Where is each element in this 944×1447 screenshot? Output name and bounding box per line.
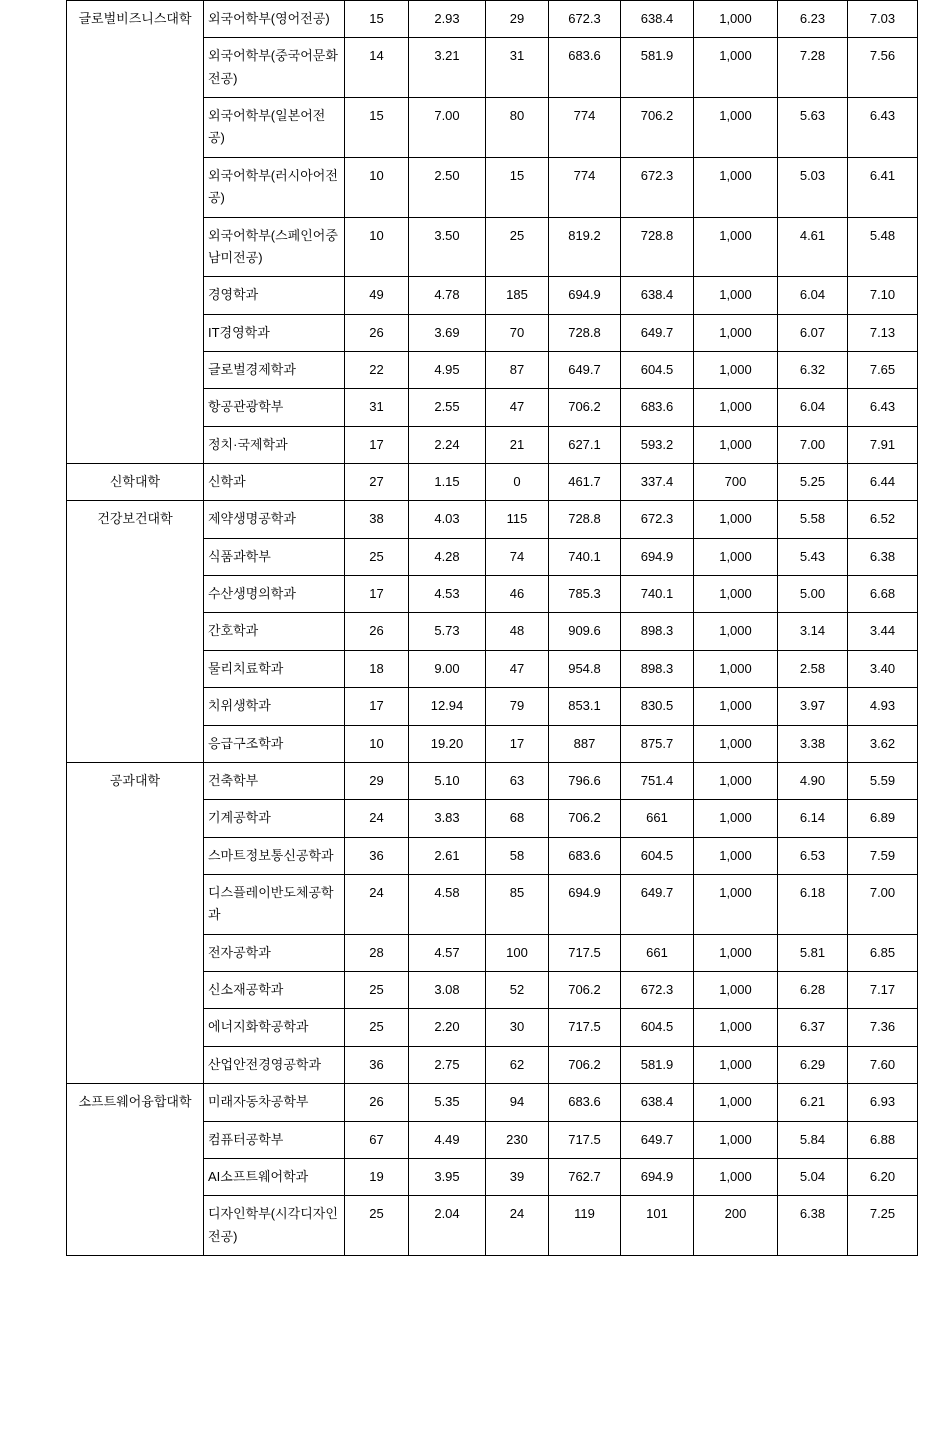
gavg-cell: 5.81 xyxy=(778,934,848,971)
max-cell: 785.3 xyxy=(549,576,621,613)
total-cell: 1,000 xyxy=(694,98,778,158)
college-name-cell: 소프트웨어융합대학 xyxy=(67,1084,204,1256)
gavg-cell: 6.37 xyxy=(778,1009,848,1046)
department-name-cell: 외국어학부(영어전공) xyxy=(204,1,345,38)
ratio-cell: 4.57 xyxy=(409,934,486,971)
regcount-cell: 115 xyxy=(486,501,549,538)
department-name-cell: 외국어학부(중국어문화전공) xyxy=(204,38,345,98)
ratio-cell: 4.95 xyxy=(409,351,486,388)
total-cell: 200 xyxy=(694,1196,778,1256)
ratio-cell: 2.75 xyxy=(409,1046,486,1083)
regcount-cell: 46 xyxy=(486,576,549,613)
college-name-cell: 건강보건대학 xyxy=(67,501,204,763)
department-name-cell: 산업안전경영공학과 xyxy=(204,1046,345,1083)
admissions-table-container xyxy=(66,0,917,1256)
g70-cell: 3.44 xyxy=(848,613,918,650)
gavg-cell: 3.14 xyxy=(778,613,848,650)
total-cell: 1,000 xyxy=(694,934,778,971)
max-cell: 461.7 xyxy=(549,464,621,501)
min-cell: 649.7 xyxy=(621,1121,694,1158)
regcount-cell: 70 xyxy=(486,314,549,351)
max-cell: 909.6 xyxy=(549,613,621,650)
total-cell: 1,000 xyxy=(694,426,778,463)
quota-cell: 25 xyxy=(345,538,409,575)
max-cell: 683.6 xyxy=(549,38,621,98)
regcount-cell: 48 xyxy=(486,613,549,650)
min-cell: 694.9 xyxy=(621,538,694,575)
max-cell: 819.2 xyxy=(549,217,621,277)
quota-cell: 10 xyxy=(345,217,409,277)
min-cell: 751.4 xyxy=(621,762,694,799)
max-cell: 774 xyxy=(549,98,621,158)
gavg-cell: 6.04 xyxy=(778,389,848,426)
total-cell: 1,000 xyxy=(694,157,778,217)
regcount-cell: 63 xyxy=(486,762,549,799)
min-cell: 740.1 xyxy=(621,576,694,613)
g70-cell: 7.36 xyxy=(848,1009,918,1046)
max-cell: 649.7 xyxy=(549,351,621,388)
ratio-cell: 4.58 xyxy=(409,874,486,934)
quota-cell: 22 xyxy=(345,351,409,388)
total-cell: 1,000 xyxy=(694,762,778,799)
ratio-cell: 2.55 xyxy=(409,389,486,426)
college-name-cell: 신학대학 xyxy=(67,464,204,501)
quota-cell: 24 xyxy=(345,800,409,837)
quota-cell: 26 xyxy=(345,613,409,650)
g70-cell: 7.13 xyxy=(848,314,918,351)
g70-cell: 6.68 xyxy=(848,576,918,613)
total-cell: 1,000 xyxy=(694,688,778,725)
quota-cell: 29 xyxy=(345,762,409,799)
quota-cell: 28 xyxy=(345,934,409,971)
min-cell: 337.4 xyxy=(621,464,694,501)
department-name-cell: 건축학부 xyxy=(204,762,345,799)
ratio-cell: 2.04 xyxy=(409,1196,486,1256)
quota-cell: 36 xyxy=(345,837,409,874)
quota-cell: 15 xyxy=(345,1,409,38)
total-cell: 1,000 xyxy=(694,501,778,538)
quota-cell: 31 xyxy=(345,389,409,426)
total-cell: 1,000 xyxy=(694,650,778,687)
g70-cell: 7.03 xyxy=(848,1,918,38)
min-cell: 604.5 xyxy=(621,351,694,388)
ratio-cell: 4.03 xyxy=(409,501,486,538)
gavg-cell: 6.32 xyxy=(778,351,848,388)
total-cell: 1,000 xyxy=(694,1,778,38)
gavg-cell: 5.84 xyxy=(778,1121,848,1158)
g70-cell: 6.41 xyxy=(848,157,918,217)
quota-cell: 25 xyxy=(345,972,409,1009)
gavg-cell: 3.38 xyxy=(778,725,848,762)
quota-cell: 17 xyxy=(345,688,409,725)
regcount-cell: 47 xyxy=(486,650,549,687)
min-cell: 581.9 xyxy=(621,38,694,98)
min-cell: 604.5 xyxy=(621,837,694,874)
quota-cell: 19 xyxy=(345,1158,409,1195)
admissions-table-body xyxy=(67,1,918,1256)
total-cell: 1,000 xyxy=(694,1158,778,1195)
min-cell: 706.2 xyxy=(621,98,694,158)
regcount-cell: 94 xyxy=(486,1084,549,1121)
max-cell: 762.7 xyxy=(549,1158,621,1195)
department-name-cell: 항공관광학부 xyxy=(204,389,345,426)
max-cell: 627.1 xyxy=(549,426,621,463)
max-cell: 683.6 xyxy=(549,837,621,874)
gavg-cell: 5.04 xyxy=(778,1158,848,1195)
gavg-cell: 2.58 xyxy=(778,650,848,687)
g70-cell: 6.93 xyxy=(848,1084,918,1121)
ratio-cell: 3.21 xyxy=(409,38,486,98)
department-name-cell: 미래자동차공학부 xyxy=(204,1084,345,1121)
gavg-cell: 3.97 xyxy=(778,688,848,725)
department-name-cell: 정치·국제학과 xyxy=(204,426,345,463)
max-cell: 717.5 xyxy=(549,1009,621,1046)
g70-cell: 6.43 xyxy=(848,389,918,426)
max-cell: 706.2 xyxy=(549,800,621,837)
ratio-cell: 3.95 xyxy=(409,1158,486,1195)
total-cell: 1,000 xyxy=(694,38,778,98)
g70-cell: 7.00 xyxy=(848,874,918,934)
total-cell: 1,000 xyxy=(694,1009,778,1046)
max-cell: 796.6 xyxy=(549,762,621,799)
min-cell: 661 xyxy=(621,934,694,971)
regcount-cell: 100 xyxy=(486,934,549,971)
total-cell: 1,000 xyxy=(694,217,778,277)
ratio-cell: 3.50 xyxy=(409,217,486,277)
regcount-cell: 25 xyxy=(486,217,549,277)
quota-cell: 10 xyxy=(345,725,409,762)
department-name-cell: 외국어학부(스페인어중남미전공) xyxy=(204,217,345,277)
quota-cell: 24 xyxy=(345,874,409,934)
regcount-cell: 31 xyxy=(486,38,549,98)
quota-cell: 15 xyxy=(345,98,409,158)
ratio-cell: 1.15 xyxy=(409,464,486,501)
max-cell: 717.5 xyxy=(549,1121,621,1158)
max-cell: 717.5 xyxy=(549,934,621,971)
quota-cell: 26 xyxy=(345,314,409,351)
gavg-cell: 7.00 xyxy=(778,426,848,463)
gavg-cell: 6.04 xyxy=(778,277,848,314)
department-name-cell: 글로벌경제학과 xyxy=(204,351,345,388)
quota-cell: 17 xyxy=(345,576,409,613)
min-cell: 898.3 xyxy=(621,650,694,687)
min-cell: 672.3 xyxy=(621,501,694,538)
max-cell: 887 xyxy=(549,725,621,762)
min-cell: 101 xyxy=(621,1196,694,1256)
college-name-cell: 공과대학 xyxy=(67,762,204,1083)
g70-cell: 3.40 xyxy=(848,650,918,687)
department-name-cell: 전자공학과 xyxy=(204,934,345,971)
min-cell: 898.3 xyxy=(621,613,694,650)
regcount-cell: 85 xyxy=(486,874,549,934)
department-name-cell: 에너지화학공학과 xyxy=(204,1009,345,1046)
quota-cell: 10 xyxy=(345,157,409,217)
department-name-cell: 물리치료학과 xyxy=(204,650,345,687)
min-cell: 683.6 xyxy=(621,389,694,426)
gavg-cell: 5.00 xyxy=(778,576,848,613)
min-cell: 672.3 xyxy=(621,972,694,1009)
ratio-cell: 2.20 xyxy=(409,1009,486,1046)
quota-cell: 17 xyxy=(345,426,409,463)
total-cell: 1,000 xyxy=(694,1084,778,1121)
max-cell: 728.8 xyxy=(549,314,621,351)
gavg-cell: 4.61 xyxy=(778,217,848,277)
department-name-cell: 외국어학부(러시아어전공) xyxy=(204,157,345,217)
table-row xyxy=(67,762,918,799)
ratio-cell: 2.93 xyxy=(409,1,486,38)
regcount-cell: 58 xyxy=(486,837,549,874)
ratio-cell: 4.28 xyxy=(409,538,486,575)
total-cell: 1,000 xyxy=(694,389,778,426)
total-cell: 1,000 xyxy=(694,800,778,837)
regcount-cell: 62 xyxy=(486,1046,549,1083)
g70-cell: 6.85 xyxy=(848,934,918,971)
department-name-cell: 수산생명의학과 xyxy=(204,576,345,613)
department-name-cell: AI소프트웨어학과 xyxy=(204,1158,345,1195)
max-cell: 706.2 xyxy=(549,972,621,1009)
department-name-cell: 기계공학과 xyxy=(204,800,345,837)
department-name-cell: 디스플레이반도체공학과 xyxy=(204,874,345,934)
total-cell: 1,000 xyxy=(694,874,778,934)
max-cell: 119 xyxy=(549,1196,621,1256)
min-cell: 649.7 xyxy=(621,874,694,934)
g70-cell: 7.10 xyxy=(848,277,918,314)
total-cell: 1,000 xyxy=(694,725,778,762)
gavg-cell: 6.28 xyxy=(778,972,848,1009)
total-cell: 1,000 xyxy=(694,576,778,613)
max-cell: 853.1 xyxy=(549,688,621,725)
ratio-cell: 5.10 xyxy=(409,762,486,799)
total-cell: 1,000 xyxy=(694,277,778,314)
ratio-cell: 4.49 xyxy=(409,1121,486,1158)
gavg-cell: 6.29 xyxy=(778,1046,848,1083)
total-cell: 1,000 xyxy=(694,351,778,388)
ratio-cell: 2.61 xyxy=(409,837,486,874)
gavg-cell: 6.07 xyxy=(778,314,848,351)
ratio-cell: 3.69 xyxy=(409,314,486,351)
quota-cell: 18 xyxy=(345,650,409,687)
regcount-cell: 87 xyxy=(486,351,549,388)
regcount-cell: 21 xyxy=(486,426,549,463)
regcount-cell: 68 xyxy=(486,800,549,837)
g70-cell: 5.48 xyxy=(848,217,918,277)
g70-cell: 7.17 xyxy=(848,972,918,1009)
min-cell: 604.5 xyxy=(621,1009,694,1046)
g70-cell: 7.60 xyxy=(848,1046,918,1083)
min-cell: 830.5 xyxy=(621,688,694,725)
g70-cell: 6.38 xyxy=(848,538,918,575)
max-cell: 694.9 xyxy=(549,277,621,314)
total-cell: 1,000 xyxy=(694,837,778,874)
total-cell: 1,000 xyxy=(694,613,778,650)
ratio-cell: 2.50 xyxy=(409,157,486,217)
max-cell: 774 xyxy=(549,157,621,217)
regcount-cell: 30 xyxy=(486,1009,549,1046)
quota-cell: 67 xyxy=(345,1121,409,1158)
g70-cell: 3.62 xyxy=(848,725,918,762)
max-cell: 706.2 xyxy=(549,1046,621,1083)
ratio-cell: 9.00 xyxy=(409,650,486,687)
gavg-cell: 5.03 xyxy=(778,157,848,217)
department-name-cell: 제약생명공학과 xyxy=(204,501,345,538)
gavg-cell: 5.25 xyxy=(778,464,848,501)
quota-cell: 25 xyxy=(345,1196,409,1256)
quota-cell: 26 xyxy=(345,1084,409,1121)
min-cell: 728.8 xyxy=(621,217,694,277)
total-cell: 1,000 xyxy=(694,314,778,351)
quota-cell: 38 xyxy=(345,501,409,538)
regcount-cell: 47 xyxy=(486,389,549,426)
quota-cell: 25 xyxy=(345,1009,409,1046)
g70-cell: 7.65 xyxy=(848,351,918,388)
regcount-cell: 74 xyxy=(486,538,549,575)
ratio-cell: 12.94 xyxy=(409,688,486,725)
min-cell: 672.3 xyxy=(621,157,694,217)
gavg-cell: 6.38 xyxy=(778,1196,848,1256)
department-name-cell: 응급구조학과 xyxy=(204,725,345,762)
min-cell: 638.4 xyxy=(621,277,694,314)
gavg-cell: 6.53 xyxy=(778,837,848,874)
ratio-cell: 2.24 xyxy=(409,426,486,463)
quota-cell: 27 xyxy=(345,464,409,501)
g70-cell: 6.43 xyxy=(848,98,918,158)
regcount-cell: 230 xyxy=(486,1121,549,1158)
regcount-cell: 0 xyxy=(486,464,549,501)
max-cell: 728.8 xyxy=(549,501,621,538)
g70-cell: 6.20 xyxy=(848,1158,918,1195)
g70-cell: 7.91 xyxy=(848,426,918,463)
g70-cell: 6.89 xyxy=(848,800,918,837)
table-row xyxy=(67,1,918,38)
min-cell: 661 xyxy=(621,800,694,837)
department-name-cell: IT경영학과 xyxy=(204,314,345,351)
total-cell: 1,000 xyxy=(694,972,778,1009)
total-cell: 1,000 xyxy=(694,1046,778,1083)
gavg-cell: 6.23 xyxy=(778,1,848,38)
gavg-cell: 5.58 xyxy=(778,501,848,538)
table-row xyxy=(67,464,918,501)
min-cell: 581.9 xyxy=(621,1046,694,1083)
ratio-cell: 5.35 xyxy=(409,1084,486,1121)
min-cell: 593.2 xyxy=(621,426,694,463)
department-name-cell: 디자인학부(시각디자인전공) xyxy=(204,1196,345,1256)
regcount-cell: 52 xyxy=(486,972,549,1009)
gavg-cell: 6.18 xyxy=(778,874,848,934)
max-cell: 694.9 xyxy=(549,874,621,934)
ratio-cell: 7.00 xyxy=(409,98,486,158)
department-name-cell: 신학과 xyxy=(204,464,345,501)
department-name-cell: 스마트정보통신공학과 xyxy=(204,837,345,874)
table-row xyxy=(67,1084,918,1121)
max-cell: 740.1 xyxy=(549,538,621,575)
regcount-cell: 185 xyxy=(486,277,549,314)
g70-cell: 7.25 xyxy=(848,1196,918,1256)
table-row xyxy=(67,501,918,538)
regcount-cell: 15 xyxy=(486,157,549,217)
quota-cell: 49 xyxy=(345,277,409,314)
quota-cell: 36 xyxy=(345,1046,409,1083)
max-cell: 672.3 xyxy=(549,1,621,38)
gavg-cell: 5.63 xyxy=(778,98,848,158)
min-cell: 638.4 xyxy=(621,1,694,38)
department-name-cell: 식품과학부 xyxy=(204,538,345,575)
total-cell: 700 xyxy=(694,464,778,501)
max-cell: 706.2 xyxy=(549,389,621,426)
g70-cell: 7.56 xyxy=(848,38,918,98)
gavg-cell: 5.43 xyxy=(778,538,848,575)
department-name-cell: 신소재공학과 xyxy=(204,972,345,1009)
ratio-cell: 3.08 xyxy=(409,972,486,1009)
ratio-cell: 5.73 xyxy=(409,613,486,650)
gavg-cell: 6.14 xyxy=(778,800,848,837)
min-cell: 875.7 xyxy=(621,725,694,762)
min-cell: 649.7 xyxy=(621,314,694,351)
total-cell: 1,000 xyxy=(694,538,778,575)
ratio-cell: 4.53 xyxy=(409,576,486,613)
quota-cell: 14 xyxy=(345,38,409,98)
g70-cell: 4.93 xyxy=(848,688,918,725)
ratio-cell: 4.78 xyxy=(409,277,486,314)
ratio-cell: 3.83 xyxy=(409,800,486,837)
min-cell: 694.9 xyxy=(621,1158,694,1195)
regcount-cell: 80 xyxy=(486,98,549,158)
department-name-cell: 경영학과 xyxy=(204,277,345,314)
g70-cell: 5.59 xyxy=(848,762,918,799)
regcount-cell: 29 xyxy=(486,1,549,38)
gavg-cell: 4.90 xyxy=(778,762,848,799)
gavg-cell: 7.28 xyxy=(778,38,848,98)
regcount-cell: 79 xyxy=(486,688,549,725)
college-name-cell: 글로벌비즈니스대학 xyxy=(67,1,204,464)
ratio-cell: 19.20 xyxy=(409,725,486,762)
min-cell: 638.4 xyxy=(621,1084,694,1121)
g70-cell: 6.52 xyxy=(848,501,918,538)
g70-cell: 6.44 xyxy=(848,464,918,501)
regcount-cell: 24 xyxy=(486,1196,549,1256)
regcount-cell: 39 xyxy=(486,1158,549,1195)
regcount-cell: 17 xyxy=(486,725,549,762)
g70-cell: 6.88 xyxy=(848,1121,918,1158)
g70-cell: 7.59 xyxy=(848,837,918,874)
total-cell: 1,000 xyxy=(694,1121,778,1158)
department-name-cell: 컴퓨터공학부 xyxy=(204,1121,345,1158)
gavg-cell: 6.21 xyxy=(778,1084,848,1121)
department-name-cell: 치위생학과 xyxy=(204,688,345,725)
department-name-cell: 간호학과 xyxy=(204,613,345,650)
max-cell: 683.6 xyxy=(549,1084,621,1121)
admissions-results-table xyxy=(66,0,918,1256)
department-name-cell: 외국어학부(일본어전공) xyxy=(204,98,345,158)
max-cell: 954.8 xyxy=(549,650,621,687)
